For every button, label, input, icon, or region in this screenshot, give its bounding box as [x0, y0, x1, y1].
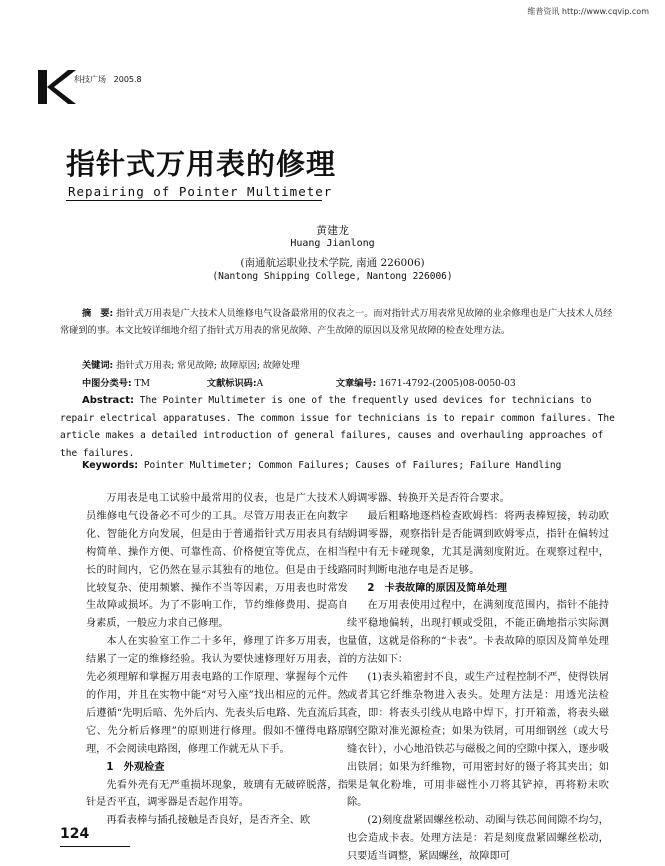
affiliation-chinese: (南通航运职业技术学院, 南通 226006) [240, 257, 425, 269]
paragraph: 姆调零器、转换开关是否符合要求。 [347, 493, 510, 504]
clc-value: TM [134, 378, 151, 389]
journal-name: 科技广场 [74, 75, 106, 84]
page-number: 124 [60, 826, 90, 842]
journal-logo-icon [38, 70, 76, 104]
page-number-rule [60, 846, 130, 847]
keywords-en-text: Pointer Multimeter; Common Failures; Causes of Failures; Failure Handling [143, 460, 562, 471]
paragraph: (1)表头箱密封不良，或生产过程控制不严，使得铁屑或者其它纤维杂物进入表头。处理方法是：用透光法检查，即：将表头引线从电路中焊下，打开箱盖，将表头磁钢空隙对准光源检查；如果为铁屑，可用细钢丝（或大号缝衣针），小心地沿铁芯与磁极之间的空隙中探入，逐步吸出铁屑；如果为纤维物，可用密封好的镊子将其夹出；如果是氧化粉堆，可用非磁性小刀将其铲掉，再将粉末吹除。 [347, 672, 609, 809]
affiliation-english: (Nantong Shipping College, Nantong 226006) [212, 271, 453, 282]
title-english: Repairing of Pointer Multimeter [68, 184, 333, 199]
author-english: Huang Jianlong [290, 238, 375, 249]
article-number-label: 文章编号: [335, 378, 377, 389]
abstract-en-label: Abstract: [82, 395, 135, 406]
journal-header [74, 74, 142, 85]
abstract-chinese [60, 305, 620, 339]
title-rule [66, 200, 322, 201]
paragraph: 万用表是电工试验中最常用的仪表，也是广大技术人员维修电气设备必不可少的工具。尽管万用表正在向数字化、智能化方向发展，但是由于普通指针式万用表具有结构简单、操作方便、可靠性高、价格便宜等优点，在相当长的时间内，它仍然在显示其独有的地位。但是由于线路比较复杂、使用频繁、操作不当等因素，万用表也时常发生故障或损坏。为了不影响工作，节约维修费用、提高自身素质，一般应力求自己修理。 [86, 493, 348, 630]
section-heading: 2 卡表故障的原因及简单处理 [367, 582, 507, 594]
title-chinese: 指针式万用表的修理 [66, 147, 337, 181]
abstract-text: 指针式万用表是广大技术人员维修电气设备最常用的仪表之一。而对指针式万用表常见故障的业余修理也是广大技术人员经常碰到的事。本文比较详细地介绍了指针式万用表的常见故障、产生故障的原因以及常见故障的检查处理方法。 [60, 308, 613, 336]
keywords-chinese [82, 357, 300, 371]
clc-label: 中图分类号: [82, 378, 132, 389]
paragraph: 在万用表使用过程中，在满刻度范围内，指针不能持续平稳地偏转，出现打顿或受阻，不能正确地指示实际测量值，这就是俗称的“卡表”。卡表故障的原因及简单处理的方法如下： [347, 600, 609, 666]
author-chinese: 黄建龙 [316, 224, 349, 237]
article-metadata [82, 375, 516, 389]
body-column-left [86, 490, 348, 830]
body-column-right [347, 490, 609, 866]
section-heading: 1 外观检查 [106, 761, 165, 773]
doccode-value: A [256, 378, 264, 389]
doccode-label: 文献标识码: [206, 378, 257, 389]
paragraph: 再看表棒与插孔接触是否良好，是否齐全、欧 [106, 815, 311, 827]
paragraph: 最后粗略地逐档检查欧姆档：将两表棒短接，转动欧姆调零器，观察指针是否能调到欧姆零点，指针在偏转过程中有无卡碰现象，尤其是满刻度附近。在观察过程中，同时判断电池存电是否足够。 [347, 510, 609, 576]
journal-issue: 2005.8 [113, 75, 142, 84]
watermark: 维普资讯 http://www.cqvip.com [527, 7, 649, 16]
paragraph: (2)刻度盘紧固螺丝松动、动圈与铁芯间间隙不均匀，也会造成卡表。处理方法是：若是刻度盘紧固螺丝松动，只要适当调整，紧固螺丝，故障即可 [347, 815, 609, 863]
abstract-english [60, 392, 622, 462]
keywords-english [82, 460, 561, 471]
article-number-value: 1671-4792-(2005)08-0050-03 [379, 378, 516, 389]
paragraph: 先看外壳有无严重损坏现象，玻璃有无破碎脱落，指针是否平直，调零器是否起作用等。 [86, 779, 348, 809]
keywords-en-label: Keywords: [82, 460, 139, 471]
paragraph: 本人在实验室工作二十多年，修理了许多万用表，也结累了一定的维修经验。我认为要快速修理好万用表，首先必须理解和掌握万用表电路的工作原理、掌握每个元件的作用，并且在实物中能“对号入座”找出相应的元件。然后遵循“先明后暗、先外后内、先表头后电路、先直流后其它、先分析后修理”的原则进行修理。假如不懂得电路原理，不会阅读电路图，修理工作就无从下手。 [86, 636, 348, 755]
abstract-en-text: The Pointer Multimeter is one of the frequently used devices for technicians to repair electrical apparatuses. The common issue for technicians is to repair common failures. The article makes a detailed introduction of general failures, causes and overhauling approaches of the failures. [60, 395, 615, 459]
keywords-text: 指针式万用表; 常见故障; 故障原因; 故障处理 [116, 360, 300, 371]
abstract-label: 摘 要: [82, 308, 114, 319]
keywords-label: 关键词: [82, 360, 114, 371]
